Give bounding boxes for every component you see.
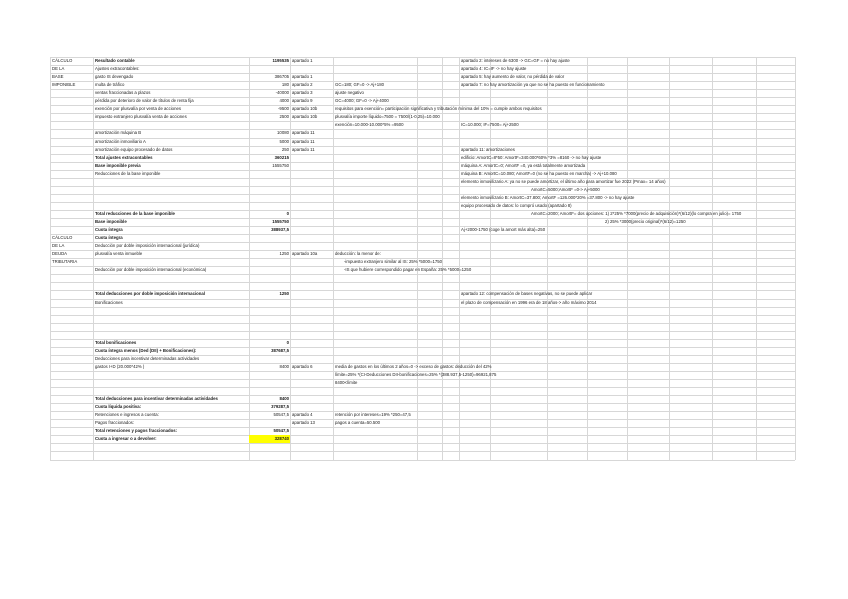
calculation-note: pagos a cuenta=50.500	[335, 420, 381, 426]
grid-row-line	[50, 57, 795, 58]
reference-label: apartado 11	[292, 138, 315, 144]
concept-label: amortización equipo procesado de datos	[95, 146, 173, 152]
concept-label: gasto IS devengado	[95, 74, 134, 80]
concept-label: Cuota a ingresar o a devolver:	[95, 436, 157, 442]
amount-value: 10080	[277, 130, 289, 136]
amount-value: 387687,5	[271, 347, 289, 353]
reference-label: apartado 11	[292, 130, 315, 136]
concept-label: Deducción por doble imposición internacional (económica)	[95, 267, 207, 273]
grid-row-line	[50, 443, 795, 444]
amount-value: 8400	[279, 363, 289, 369]
section-label: DEUDA	[52, 251, 68, 257]
grid-row-line	[50, 331, 795, 332]
annotation-note: máquina A: AmortC=0; AmortF =0, ya está totalmente amortizada	[461, 162, 586, 168]
grid-column-line	[442, 57, 443, 460]
calculation-note: requisitos para exención= participación significativa y tributación mínima del 10% = cumple ambos requisitos	[335, 106, 542, 112]
section-label: CÁLCULO	[52, 235, 73, 241]
concept-label: ventas fraccionadas a plazos	[95, 90, 151, 96]
concept-label: Total deducciones para incentivar determinadas actividades	[95, 396, 218, 402]
amount-value: 328740	[274, 436, 289, 442]
amount-value: 386705	[274, 74, 289, 80]
amount-value: 1195535	[272, 58, 289, 63]
concept-label: impuesto extranjero plusvalía venta de acciones	[95, 114, 187, 120]
grid-row-line	[50, 339, 795, 340]
section-label: DE LA	[52, 66, 65, 72]
reference-label: apartado 1	[292, 74, 313, 80]
annotation-note: 2) 25% *3000(precio original)*(6/12)=1250	[605, 219, 686, 224]
reference-label: apartado 11	[292, 146, 315, 152]
grid-row-line	[50, 315, 795, 316]
concept-label: Ajustes extracontables:	[95, 66, 140, 72]
grid-column-line	[547, 57, 548, 460]
grid-row-line	[50, 451, 795, 452]
grid-row-line	[50, 138, 795, 139]
amount-value: 5000	[279, 138, 289, 144]
amount-value: 8400	[279, 396, 289, 402]
grid-row-line	[50, 323, 795, 324]
calculation-note: límite=25% *(CI-Deducciones DII-bonificaciones=25% *(388.937,5-1250)=96921,875	[335, 371, 497, 377]
annotation-note: equipo procesado de datos: lo compró usado (apartado 8)	[461, 202, 572, 208]
grid-row-line	[50, 387, 795, 388]
concept-label: Cuota líquida positiva:	[95, 404, 142, 410]
grid-column-line	[490, 57, 491, 460]
grid-row-line	[50, 435, 795, 436]
calculation-note: -impuesto extranjero similar al IS: 25% *5000=1750	[344, 259, 443, 265]
concept-label: Cuota íntegra	[95, 235, 123, 241]
grid-row-line	[50, 299, 795, 300]
concept-label: pérdida por deterioro de valor de títulos de renta fija	[95, 98, 194, 104]
amount-value: 360215	[274, 154, 289, 160]
calculation-note: 8400<límite	[335, 380, 358, 385]
reference-label: apartado 3	[292, 90, 313, 96]
annotation-note: edificio: AmortC=8*50: AmortF=340.000*60% *3% =8160 -> no hay ajuste	[461, 154, 602, 160]
grid-column-line	[756, 57, 757, 460]
section-label: IMPONIBLE	[52, 82, 76, 88]
annotation-note: apartado 2: intereses de 6300 -> GC=GF = no hay ajuste	[461, 58, 570, 63]
concept-label: Base imponible previa	[95, 162, 141, 168]
amount-value: 50547,5	[273, 428, 289, 434]
concept-label: Deducciones para incentivar determinadas actividades	[95, 355, 200, 361]
reference-label: apartado 2	[292, 82, 313, 88]
concept-label: Total retenciones y pagos fraccionados:	[95, 428, 178, 434]
concept-label: Bonificaciones	[95, 299, 123, 305]
section-label: BASE	[52, 74, 64, 80]
concept-label: amortización inmoviliario A	[95, 138, 146, 144]
grid-row-line	[50, 129, 795, 130]
annotation-note: elemento inmovilizario B: AmortC=37.800; AmortF =126.000*20% =37.800 -> no hay ajuste	[461, 194, 635, 200]
grid-row-line	[50, 89, 795, 90]
reference-label: apartado 10b	[292, 114, 318, 120]
reference-label: apartado 1	[292, 58, 313, 63]
calculation-note: media de gastos en los últimos 2 años=0 -> exceso de gastos: deducción del 42%	[335, 363, 492, 369]
grid-column-line	[50, 57, 51, 460]
annotation-note: elemento inmovilizario A: ya no se puede amortizar, el último año para amortizar fue 2022 (Pmax= 14 años)	[461, 178, 666, 184]
reference-label: apartado 4	[292, 412, 313, 418]
grid-row-line	[50, 419, 795, 420]
grid-row-line	[50, 194, 795, 195]
calculation-note: ajuste negativo	[335, 90, 364, 96]
grid-column-line	[795, 57, 796, 460]
annotation-note: apartado 4: IC=IF -> no hay ajuste	[461, 66, 527, 72]
amount-value: 4000	[279, 98, 289, 104]
grid-column-line	[627, 57, 628, 460]
grid-row-line	[50, 234, 795, 235]
concept-label: Pagos fraccionados:	[95, 420, 134, 426]
section-label: CÁLCULO	[52, 58, 73, 63]
calculation-note: plusvalía importe líquido=7500 = 7500/(1-0,25)=10.000	[335, 114, 440, 120]
grid-column-line	[669, 57, 670, 460]
amount-value: 180	[281, 82, 289, 88]
annotation-note: apartado 7: no hay amortización ya que no se ha puesto en funcionamiento	[461, 82, 605, 88]
concept-label: Base imponible	[95, 219, 127, 224]
grid-row-line	[50, 250, 795, 251]
amount-value: 2500	[279, 114, 289, 120]
concept-label: Resultado contable	[95, 58, 135, 63]
annotation-note: apartado 11: amortizaciones	[461, 146, 515, 152]
annotation-note: AmortC=2000; AmortF= dos opciones: 1) 2*25% *7000(precio de adquisición)*(6/12)(lo compra en julio)= 1750	[531, 210, 742, 216]
amount-value: 0	[286, 339, 289, 345]
grid-row-line	[50, 411, 795, 412]
calculation-note: -IS que hubiere correspondido pagar en España: 25% *5000=1250	[344, 267, 472, 273]
annotation-note: Aj+2000-1750 (coge la amort más alta)=250	[461, 227, 546, 233]
amount-value: 50547,5	[273, 412, 289, 418]
concept-label: Deducción por doble imposición internacional (jurídica)	[95, 243, 200, 249]
grid-row-line	[50, 162, 795, 163]
annotation-note: apartado 12: compensación de bases negativas, no se puede aplicar	[461, 291, 593, 297]
section-label: TRIBUTARIA	[52, 259, 78, 265]
concept-label: Reducciones de la base imponible	[95, 170, 161, 176]
grid-row-line	[50, 154, 795, 155]
concept-label: Retenciones e ingresos a cuenta:	[95, 412, 159, 418]
amount-value: 1250	[279, 251, 289, 257]
grid-row-line	[50, 202, 795, 203]
calculation-note: deducción: la menor de:	[335, 251, 381, 257]
section-label: DE LA	[52, 243, 65, 249]
grid-row-line	[50, 307, 795, 308]
concept-label: Total reducciones de la base imponible	[95, 210, 175, 216]
annotation-note: AmortC=5000;AmortF =0-> Aj+5000	[531, 186, 600, 192]
grid-row-line	[50, 282, 795, 283]
annotation-note: máquina B: AmortC=10.080; AmortF=0 (no se ha puesto en marcha) -> Aj+10.080	[461, 170, 617, 176]
amount-value: 388937,5	[271, 227, 289, 233]
grid-column-line	[290, 57, 291, 460]
calculation-note: retención por intereses=19% *250=47,5	[335, 412, 411, 418]
grid-row-line	[50, 379, 795, 380]
grid-row-line	[50, 73, 795, 74]
grid-column-line	[587, 57, 588, 460]
amount-value: 1250	[279, 291, 289, 297]
concept-label: Cuota íntegra menos (Ded (DII) + Bonificaciones):	[95, 347, 197, 353]
reference-label: apartado 6	[292, 363, 313, 369]
concept-label: exención por plusvalía por venta de acciones	[95, 106, 181, 112]
concept-label: amortización máquina B	[95, 130, 142, 136]
calculation-note: exención=10.000-10.000*5% =9500	[335, 122, 404, 128]
grid-column-line	[712, 57, 713, 460]
grid-row-line	[50, 186, 795, 187]
grid-row-line	[50, 178, 795, 179]
concept-label: Cuota íntegra	[95, 227, 123, 233]
grid-row-line	[50, 460, 795, 461]
reference-label: apartado 10a	[292, 251, 318, 257]
amount-value: 379287,5	[271, 404, 289, 410]
concept-label: Total deducciones por doble imposición internacional	[95, 291, 205, 297]
reference-label: apartado 10b	[292, 106, 318, 112]
grid-column-line	[459, 57, 460, 460]
reference-label: apartado 13	[292, 420, 315, 426]
amount-value: 250	[281, 146, 289, 152]
concept-label: gastos I+D (20.000*42% )	[95, 363, 145, 369]
amount-value: 1555750	[272, 162, 289, 168]
reference-label: apartado 9	[292, 98, 313, 104]
concept-label: multa de tráfico	[95, 82, 125, 88]
amount-value: 1555750	[272, 219, 289, 224]
grid-column-line	[93, 57, 94, 460]
grid-row-line	[50, 274, 795, 275]
grid-row-line	[50, 403, 795, 404]
grid-row-line	[50, 170, 795, 171]
grid-row-line	[50, 65, 795, 66]
calculation-note: GC=4000; GF=0 -> Aj+4000	[335, 98, 389, 104]
grid-row-line	[50, 121, 795, 122]
amount-value: -9500	[278, 106, 289, 112]
annotation-note: el plazo de compensación en 1996 era de 18 años-> año máximo 2014	[461, 299, 597, 305]
calculation-note: GC=180; GF=0 -> Aj+180	[335, 82, 384, 88]
amount-value: 0	[286, 210, 289, 216]
concept-label: Total bonificaciones	[95, 339, 137, 345]
annotation-note: IC=10.000; IF=7500= Aj+2500	[461, 122, 519, 128]
amount-value: -40000	[275, 90, 289, 96]
grid-row-line	[50, 81, 795, 82]
concept-label: plusvalía venta inmueble	[95, 251, 143, 257]
concept-label: Total ajustes extracontables	[95, 154, 153, 160]
grid-column-line	[333, 57, 334, 460]
grid-row-line	[50, 226, 795, 227]
annotation-note: apartado 5: hay aumento de valor, no pérdida de valor	[461, 74, 565, 80]
